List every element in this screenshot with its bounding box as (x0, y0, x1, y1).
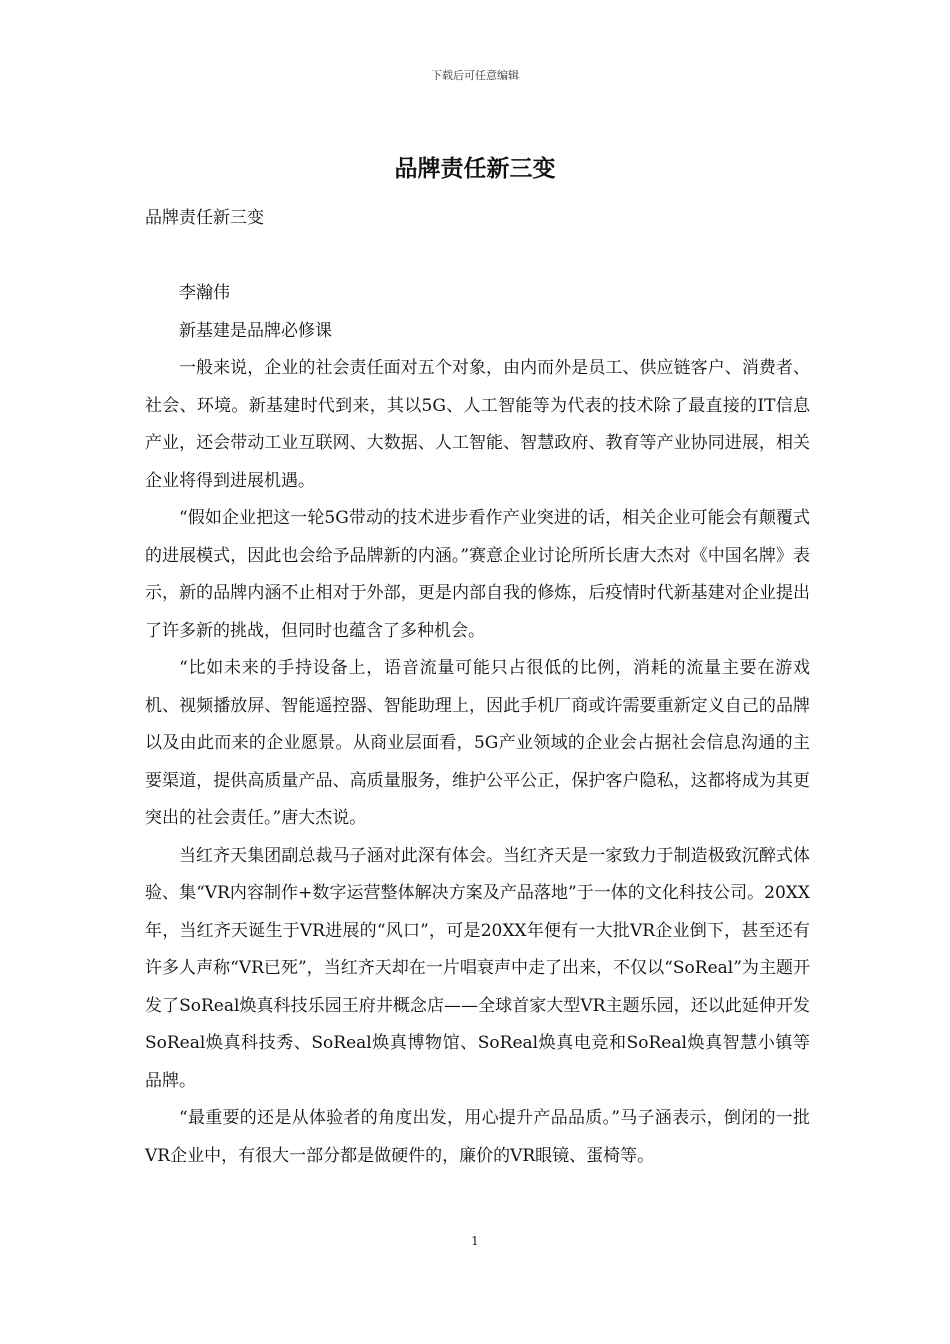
body-paragraph-2: “假如企业把这一轮5G带动的技术进步看作产业突进的话，相关企业可能会有颠覆式的进展模式，因此也会给予品牌新的内涵。”赛意企业讨论所所长唐大杰对《中国名牌》表示，新的品牌内涵不止相对于外部，更是内部自我的修炼，后疫情时代新基建对企业提出了许多新的挑战，但同时也蕴含了多种机会。 (145, 508, 810, 641)
body-paragraph-3: “比如未来的手持设备上，语音流量可能只占很低的比例，消耗的流量主要在游戏机、视频播放屏、智能遥控器、智能助理上，因此手机厂商或许需要重新定义自己的品牌以及由此而来的企业愿景。从商业层面看，5G产业领域的企业会占据社会信息沟通的主要渠道，提供高质量产品、高质量服务，维护公平公正，保护客户隐私，这都将成为其更突出的社会责任。”唐大杰说。 (145, 658, 810, 828)
body-paragraph-5: “最重要的还是从体验者的角度出发，用心提升产品品质。”马子涵表示，倒闭的一批VR企业中，有很大一部分都是做硬件的，廉价的VR眼镜、蛋椅等。 (145, 1108, 810, 1166)
section-heading: 新基建是品牌必修课 (179, 320, 332, 341)
author-name: 李瀚伟 (179, 283, 230, 303)
document-body (145, 200, 810, 1175)
document-title: 品牌责任新三变 (394, 155, 556, 182)
page-number: 1 (471, 1234, 479, 1248)
document-subtitle: 品牌责任新三变 (145, 208, 264, 228)
header-note: 下载后可任意编辑 (431, 69, 519, 82)
body-paragraph-1: 一般来说，企业的社会责任面对五个对象，由内而外是员工、供应链客户、消费者、社会、环境。新基建时代到来，其以5G、人工智能等为代表的技术除了最直接的IT信息产业，还会带动工业互联网、大数据、人工智能、智慧政府、教育等产业协同进展，相关企业将得到进展机遇。 (145, 358, 810, 491)
body-paragraph-4: 当红齐天集团副总裁马子涵对此深有体会。当红齐天是一家致力于制造极致沉醉式体验、集“VR内容制作+数字运营整体解决方案及产品落地”于一体的文化科技公司。20XX年，当红齐天诞生于VR进展的“风口”，可是20XX年便有一大批VR企业倒下，甚至还有许多人声称“VR已死”，当红齐天却在一片唱衰声中走了出来，不仅以“SoReal”为主题开发了SoReal焕真科技乐园王府井概念店——全球首家大型VR主题乐园，还以此延伸开发SoReal焕真科技秀、SoReal焕真博物馆、SoReal焕真电竞和SoReal焕真智慧小镇等品牌。 (145, 845, 810, 1091)
